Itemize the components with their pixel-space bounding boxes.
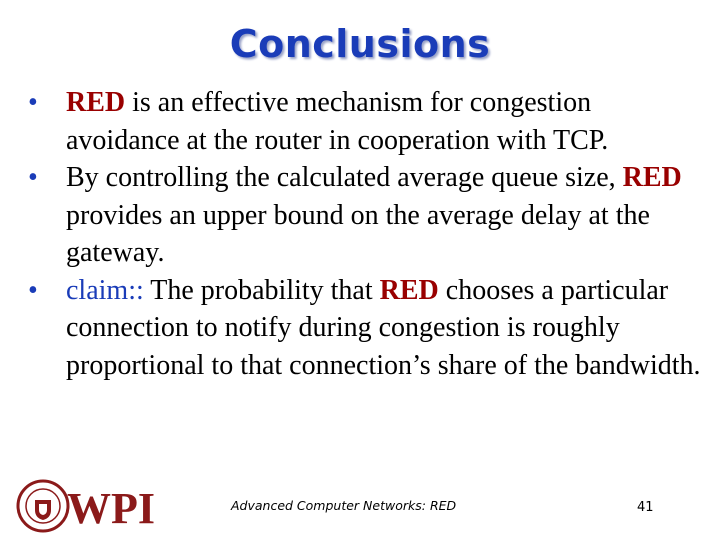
bullet-item-3 bbox=[26, 272, 706, 385]
wpi-seal-icon bbox=[15, 476, 165, 536]
bullet-item-2 bbox=[26, 159, 706, 272]
wpi-wordmark: WPI bbox=[67, 484, 155, 533]
bullet-list bbox=[26, 84, 706, 384]
wpi-logo bbox=[15, 476, 165, 541]
bullet-dot-icon: • bbox=[28, 87, 38, 118]
red-term: RED bbox=[622, 162, 682, 193]
bullet-text: is an effective mechanism for congestion avoidance at the router in cooperation with TCP. bbox=[66, 87, 609, 156]
bullet-text: The probability that bbox=[150, 274, 380, 306]
red-term: RED bbox=[379, 274, 439, 306]
footer-course: Advanced Computer Networks: RED bbox=[231, 498, 457, 513]
bullet-item-1 bbox=[26, 84, 706, 159]
bullet-text: chooses a particular connection to notify during congestion is roughly proportional to that connection’s share of the bandwidth. bbox=[66, 274, 701, 381]
slide-title: Conclusions bbox=[229, 22, 491, 66]
bullet-text: By controlling the calculated average queue size, bbox=[66, 162, 623, 193]
bullet-dot-icon: • bbox=[28, 274, 38, 306]
bullet-dot-icon: • bbox=[28, 162, 38, 193]
red-term: RED bbox=[66, 87, 126, 118]
bullet-text: provides an upper bound on the average delay at the gateway. bbox=[66, 199, 650, 268]
page-number: 41 bbox=[637, 500, 654, 515]
claim-label: claim:: bbox=[66, 274, 151, 306]
